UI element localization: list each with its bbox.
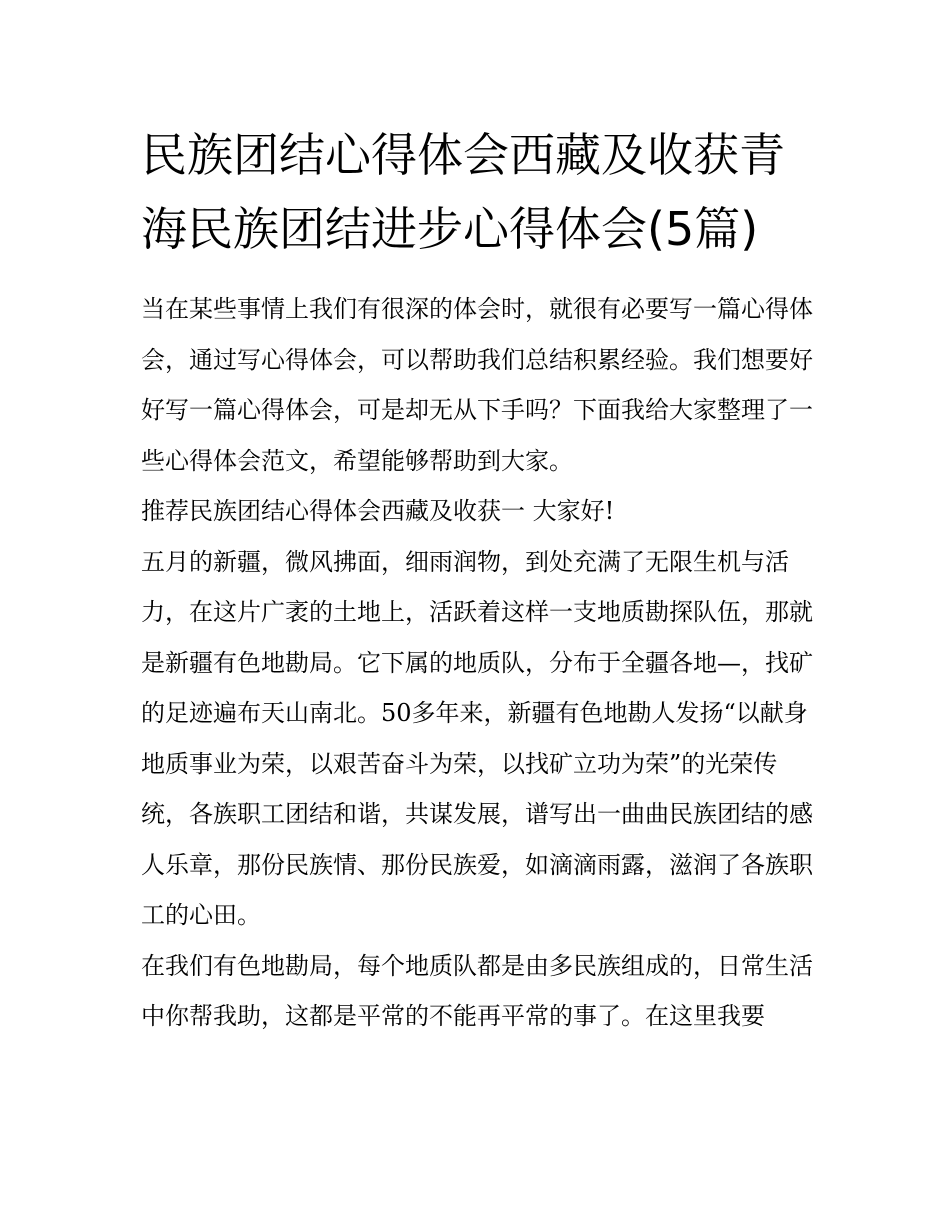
document-body (141, 118, 813, 1042)
intro-paragraph: 当在某些事情上我们有很深的体会时，就很有必要写一篇心得体会，通过写心得体会，可以帮助我们总结积累经验。我们想要好好写一篇心得体会，可是却无从下手吗？下面我给大家整理了一些心得体会范文，希望能够帮助到大家。 (141, 295, 813, 475)
recommendation-heading: 推荐民族团结心得体会西藏及收获一 大家好! (141, 497, 615, 525)
document-title: 民族团结心得体会西藏及收获青海民族团结进步心得体会(5篇) (141, 128, 785, 256)
body-paragraph-team: 在我们有色地勘局，每个地质队都是由多民族组成的，日常生活中你帮我助，这都是平常的不能再平常的事了。在这里我要 (141, 951, 813, 1030)
body-paragraph-xinjiang: 五月的新疆，微风拂面，细雨润物，到处充满了无限生机与活力，在这片广袤的土地上，活跃着这样一支地质勘探队伍，那就是新疆有色地勘局。它下属的地质队，分布于全疆各地—，找矿的足迹遍布天山南北。50多年来，新疆有色地勘人发扬“以献身地质事业为荣，以艰苦奋斗为荣，以找矿立功为荣”的光荣传统，各族职工团结和谐，共谋发展，谱写出一曲曲民族团结的感人乐章，那份民族情、那份民族爱，如滴滴雨露，滋润了各族职工的心田。 (141, 547, 813, 929)
